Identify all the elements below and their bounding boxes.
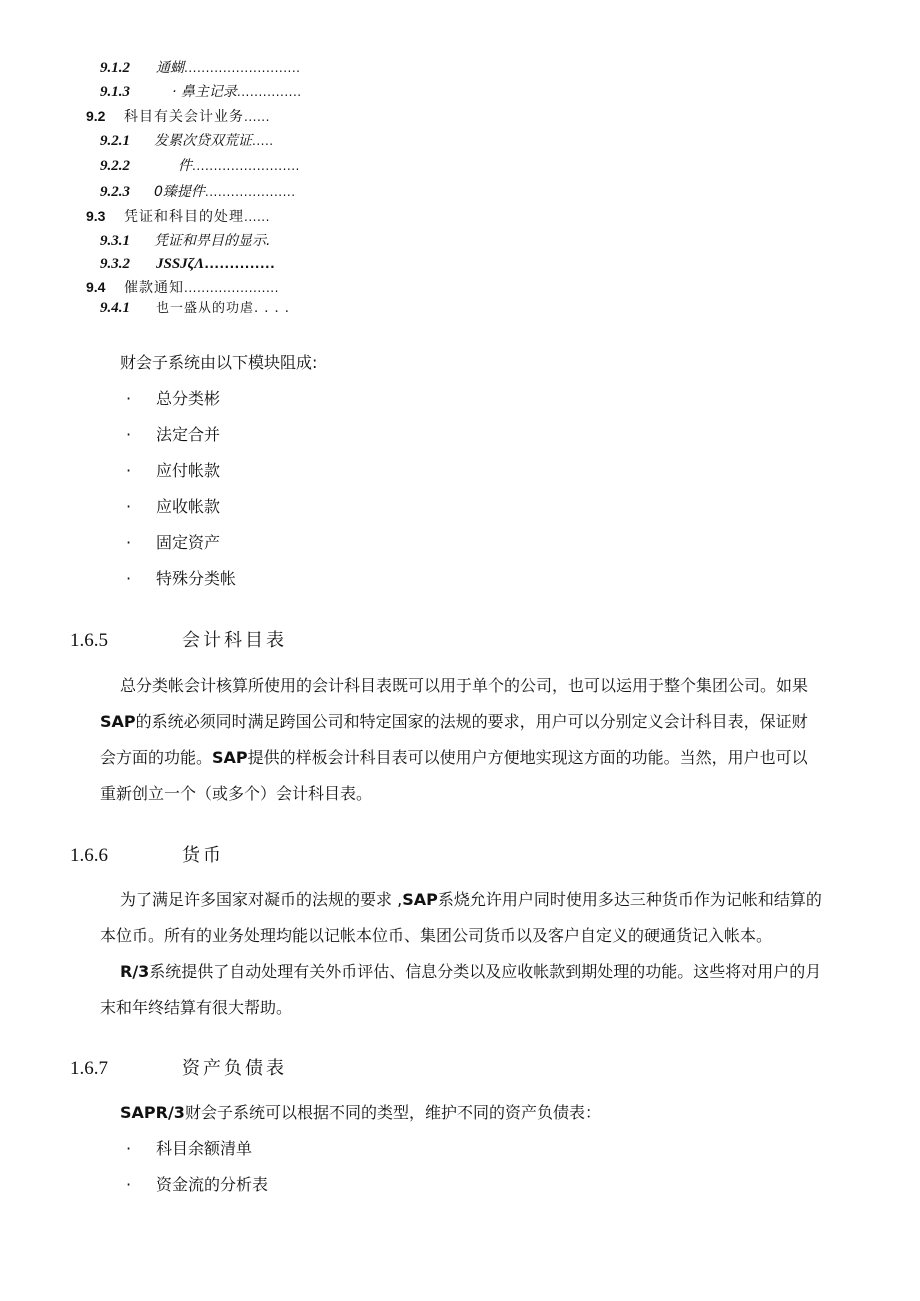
toc-number: 9.1.3 <box>100 84 130 100</box>
toc-title: 科目有关会计业务 <box>124 109 244 125</box>
toc-leader: .............. <box>204 257 276 271</box>
paragraph-line <box>100 740 870 776</box>
toc-number: 9.2.2 <box>100 158 130 174</box>
toc-leader: ..... <box>252 134 274 148</box>
list-item <box>126 1137 252 1161</box>
toc-leader: ............... <box>236 85 302 99</box>
toc-leader: ........................... <box>184 61 301 75</box>
toc-entry[interactable] <box>100 181 296 201</box>
toc-title: 0臻提件 <box>154 184 205 200</box>
section-title: 货币 <box>182 845 224 866</box>
bullet-icon: · <box>126 1139 132 1158</box>
section-title: 资产负债表 <box>182 1058 287 1079</box>
list-item-label: 应收帐款 <box>156 497 221 516</box>
list-item <box>126 495 220 519</box>
bullet-icon: · <box>126 569 132 588</box>
bullet-icon: · <box>126 425 132 444</box>
toc-title: 催款通知 <box>124 280 184 296</box>
toc-title: 也一盛从的功虐. . . . <box>156 301 290 316</box>
list-item <box>126 531 220 555</box>
toc-leader: ...................... <box>184 281 279 295</box>
toc-title: 凭证和科目的处理 <box>124 209 244 225</box>
toc-entry[interactable] <box>100 253 275 273</box>
bullet-icon: · <box>126 497 132 516</box>
toc-title: · 鼻主记录 <box>172 84 237 100</box>
toc-title: 通蝴 <box>156 60 184 76</box>
paragraph-line <box>120 1095 870 1131</box>
list-item <box>126 459 220 483</box>
list-item-label: 资金流的分析表 <box>156 1175 269 1194</box>
paragraph-line <box>100 704 870 740</box>
text-run: 提供的样板会计科目表可以使用户方便地实现这方面的功能。当然，用户也可以 <box>247 748 808 767</box>
toc-entry[interactable] <box>100 130 274 150</box>
toc-number: 9.3.1 <box>100 233 130 249</box>
bullet-icon: · <box>126 461 132 480</box>
toc-entry[interactable] <box>100 297 290 317</box>
toc-number: 9.3 <box>86 208 106 224</box>
section-title: 会计科目表 <box>182 630 287 651</box>
toc-number: 9.4.1 <box>100 300 130 316</box>
toc-entry[interactable] <box>86 206 270 226</box>
toc-number: 9.1.2 <box>100 60 130 76</box>
bullet-icon: · <box>126 1175 132 1194</box>
toc-number: 9.3.2 <box>100 256 130 272</box>
text-run: 末和年终结算有很大帮助。 <box>100 998 293 1017</box>
bold-term: SAP <box>100 712 136 731</box>
toc-number: 9.2.3 <box>100 184 130 200</box>
text-run: 重新创立一个（或多个）会计科目表。 <box>100 784 373 803</box>
toc-leader: ......................... <box>192 159 300 173</box>
text-run: 系统提供了自动处理有关外币评估、信息分类以及应收帐款到期处理的功能。这些将对用户的月 <box>149 962 822 981</box>
paragraph-line <box>100 918 870 954</box>
toc-leader: ..................... <box>204 185 296 199</box>
list-item <box>126 567 236 591</box>
text-run: 会方面的功能。 <box>100 748 213 767</box>
list-item <box>126 1173 268 1197</box>
toc-title: 件 <box>178 158 192 174</box>
section-number: 1.6.6 <box>70 845 108 866</box>
section-body <box>100 882 870 1026</box>
toc-number: 9.4 <box>86 279 106 295</box>
text-run: 本位币。所有的业务处理均能以记帐本位币、集团公司货币以及客户自定义的硬通货记入帐本。 <box>100 926 773 945</box>
bold-term: SAP <box>212 748 248 767</box>
list-item-label: 特殊分类帐 <box>156 569 237 588</box>
list-item-label: 法定合并 <box>156 425 221 444</box>
bold-term: SAPR/3 <box>120 1103 185 1122</box>
bullet-icon: · <box>126 533 132 552</box>
toc-entry[interactable] <box>100 57 301 77</box>
text-run: 的系统必须同时满足跨国公司和特定国家的法规的要求，用户可以分别定义会计科目表，保证财 <box>135 712 808 731</box>
toc-leader: ...... <box>244 110 270 124</box>
section-heading <box>70 625 287 655</box>
text-run: 系烧允许用户同时使用多达三种货币作为记帐和结算的 <box>437 890 822 909</box>
section-body <box>100 668 870 812</box>
bold-term: R/3 <box>120 962 150 981</box>
toc-title: 发累次贷双荒证 <box>154 133 252 149</box>
toc-entry[interactable] <box>86 277 279 297</box>
list-item-label: 科目余额清单 <box>156 1139 253 1158</box>
section-heading <box>70 840 224 870</box>
list-item <box>126 387 220 411</box>
list-item-label: 应付帐款 <box>156 461 221 480</box>
toc-number: 9.2 <box>86 108 106 124</box>
paragraph-line <box>100 668 870 704</box>
toc-leader: ...... <box>244 210 270 224</box>
section-number: 1.6.5 <box>70 630 108 651</box>
section-heading <box>70 1053 287 1083</box>
toc-title: JSSJζΛ <box>156 256 205 272</box>
intro-text: 财会子系统由以下模块阻成: <box>120 353 318 372</box>
paragraph-line <box>100 954 870 990</box>
list-item-label: 总分类彬 <box>156 389 221 408</box>
paragraph-line <box>100 990 870 1026</box>
toc-entry[interactable] <box>100 81 302 101</box>
list-item <box>126 423 220 447</box>
paragraph-line <box>100 882 870 918</box>
text-run: 总分类帐会计核算所使用的会计科目表既可以用于单个的公司，也可以运用于整个集团公司。如果 <box>120 676 809 695</box>
list-item-label: 固定资产 <box>156 533 221 552</box>
bold-term: SAP <box>402 890 438 909</box>
toc-title: 凭证和畀目的显示. <box>154 233 271 249</box>
paragraph-line <box>100 776 870 812</box>
text-run: 财会子系统可以根据不同的类型，维护不同的资产负债表： <box>184 1103 601 1122</box>
bullet-icon: · <box>126 389 132 408</box>
toc-entry[interactable] <box>100 230 270 250</box>
section-number: 1.6.7 <box>70 1058 108 1079</box>
toc-number: 9.2.1 <box>100 133 130 149</box>
text-run: 为了满足许多国家对凝币的法规的要求 , <box>120 890 403 909</box>
toc-entry[interactable] <box>86 106 270 126</box>
section-body <box>120 1095 870 1131</box>
toc-entry[interactable] <box>100 155 300 175</box>
